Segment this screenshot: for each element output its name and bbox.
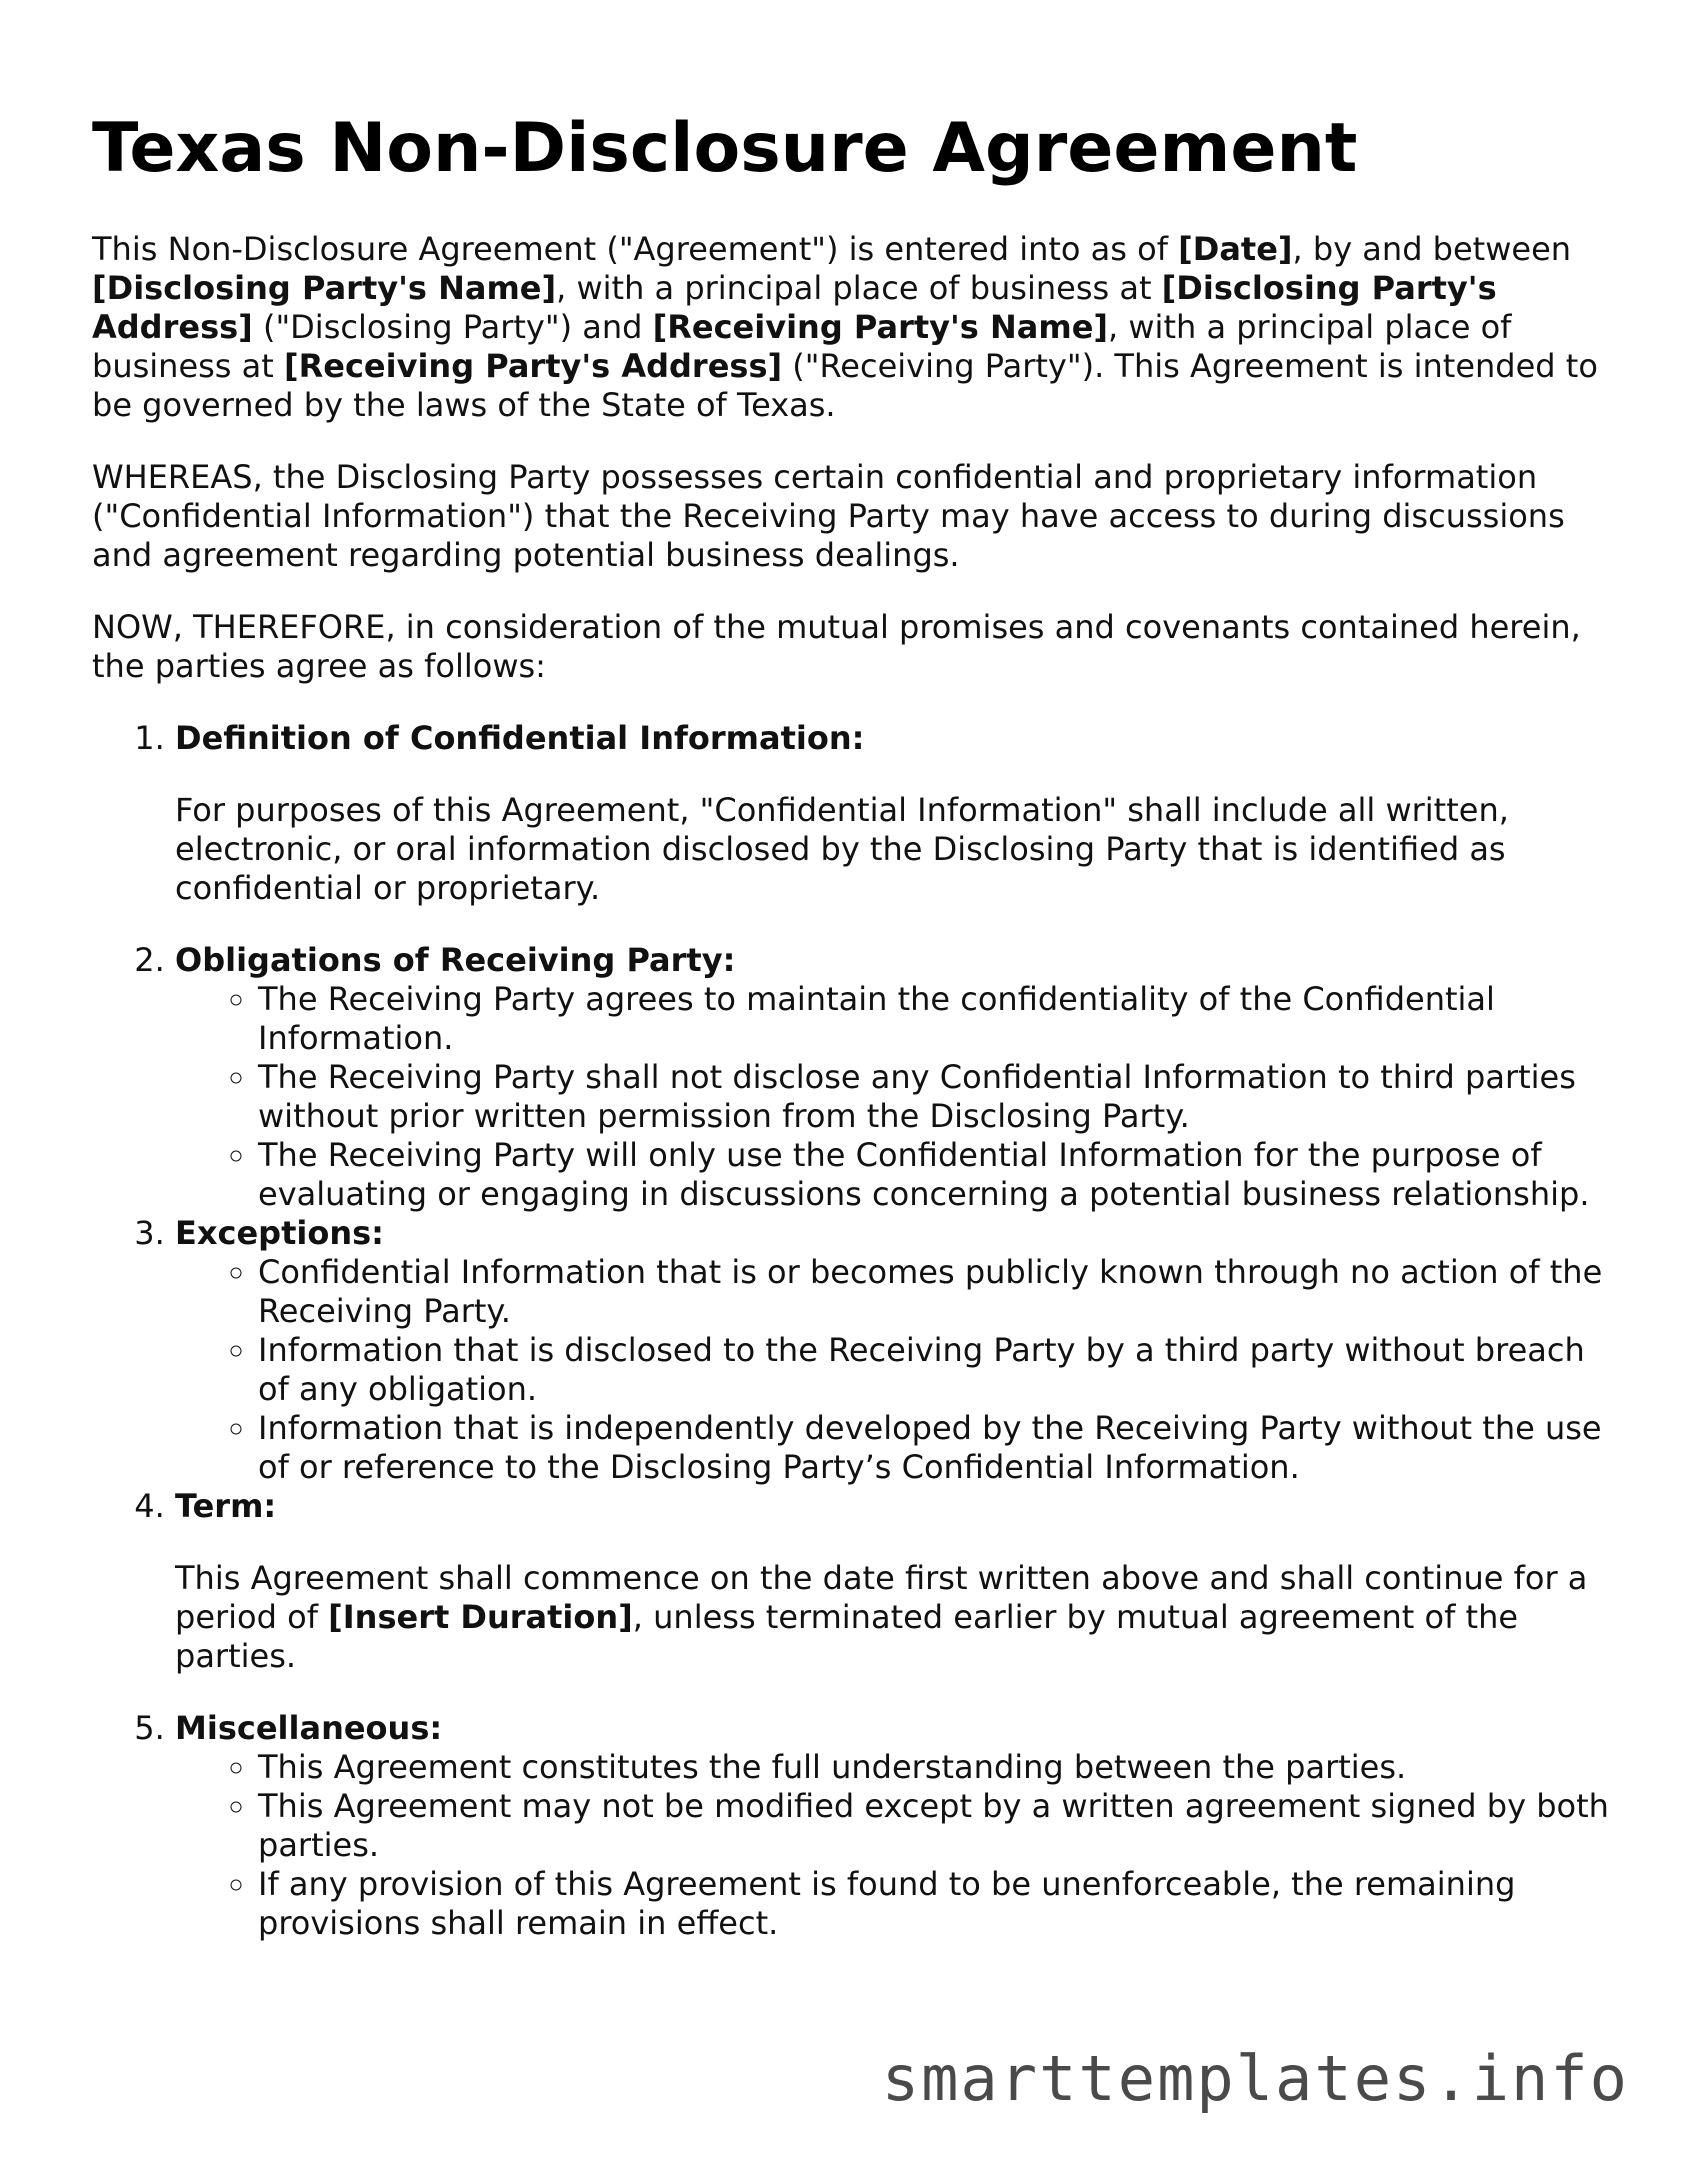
section-definition: [175, 719, 1612, 908]
section-heading: Miscellaneous:: [175, 1708, 443, 1747]
intro-text: , by and between: [1292, 229, 1572, 268]
document-page: [92, 108, 1612, 1943]
section-heading: Definition of Confidential Information:: [175, 718, 865, 757]
disclosing-party-address-placeholder: [Disclosing Party's Address]: [92, 268, 1497, 346]
section-heading: Obligations of Receiving Party:: [175, 940, 736, 979]
sub-list: [175, 980, 1612, 1214]
now-therefore-paragraph: NOW, THEREFORE, in consideration of the mutual promises and covenants contained herein, the parties agree as follows:: [92, 607, 1581, 685]
list-item: ◦ The Receiving Party agrees to maintain the confidentiality of the Confidential Information.: [258, 980, 1612, 1058]
sections-list: [92, 719, 1612, 1943]
disclosing-party-name-placeholder: [Disclosing Party's Name]: [92, 268, 557, 307]
section-paragraph: [175, 1559, 1612, 1676]
sub-list: [175, 1748, 1612, 1943]
intro-text: , with a principal place of business at: [92, 307, 1512, 385]
intro-text: , with a principal place of business at: [556, 268, 1162, 307]
intro-text: ("Disclosing Party") and: [252, 307, 653, 346]
intro-paragraph: [92, 230, 1612, 425]
document-title: Texas Non-Disclosure Agreement: [92, 109, 1358, 188]
section-paragraph: For purposes of this Agreement, "Confidential Information" shall include all written, electronic, or oral information disclosed by the Disclosing Party that is identified as confidential or proprietary.: [175, 790, 1509, 907]
list-item: ◦ Confidential Information that is or becomes publicly known through no action of the Receiving Party.: [258, 1253, 1612, 1331]
list-item: ◦ This Agreement may not be modified except by a written agreement signed by both parties.: [258, 1787, 1612, 1865]
list-item: ◦ If any provision of this Agreement is found to be unenforceable, the remaining provisions shall remain in effect.: [258, 1865, 1612, 1943]
section-term: [175, 1487, 1612, 1676]
section-exceptions: [175, 1214, 1612, 1487]
watermark: smarttemplates.info: [881, 2042, 1629, 2115]
sub-list: [175, 1253, 1612, 1487]
list-item: ◦ The Receiving Party will only use the Confidential Information for the purpose of evaluating or engaging in discussions concerning a potential business relationship.: [258, 1136, 1612, 1214]
term-text: , unless terminated earlier by mutual agreement of the parties.: [175, 1597, 1519, 1675]
list-item: ◦ This Agreement constitutes the full understanding between the parties.: [258, 1748, 1612, 1787]
whereas-paragraph: WHEREAS, the Disclosing Party possesses certain confidential and proprietary information ("Confidential Information") that the Receiving Party may have access to during discussions and agreement regarding potential business dealings.: [92, 457, 1565, 574]
section-miscellaneous: [175, 1709, 1612, 1943]
date-placeholder: [Date]: [1178, 229, 1293, 268]
receiving-party-name-placeholder: [Receiving Party's Name]: [652, 307, 1109, 346]
term-text: This Agreement shall commence on the date first written above and shall continue for a period of: [175, 1558, 1588, 1636]
section-heading: Exceptions:: [175, 1213, 384, 1252]
intro-text: ("Receiving Party"). This Agreement is intended to be governed by the laws of the State of Texas.: [92, 346, 1598, 424]
list-item: ◦ Information that is disclosed to the Receiving Party by a third party without breach of any obligation.: [258, 1331, 1612, 1409]
list-item: ◦ The Receiving Party shall not disclose any Confidential Information to third parties without prior written permission from the Disclosing Party.: [258, 1058, 1612, 1136]
section-heading: Term:: [175, 1486, 277, 1525]
duration-placeholder: [Insert Duration]: [328, 1597, 633, 1636]
intro-text: This Non-Disclosure Agreement ("Agreement") is entered into as of: [92, 229, 1179, 268]
list-item: ◦ Information that is independently developed by the Receiving Party without the use of or reference to the Disclosing Party’s Confidential Information.: [258, 1409, 1612, 1487]
section-obligations: [175, 941, 1612, 1214]
receiving-party-address-placeholder: [Receiving Party's Address]: [283, 346, 783, 385]
